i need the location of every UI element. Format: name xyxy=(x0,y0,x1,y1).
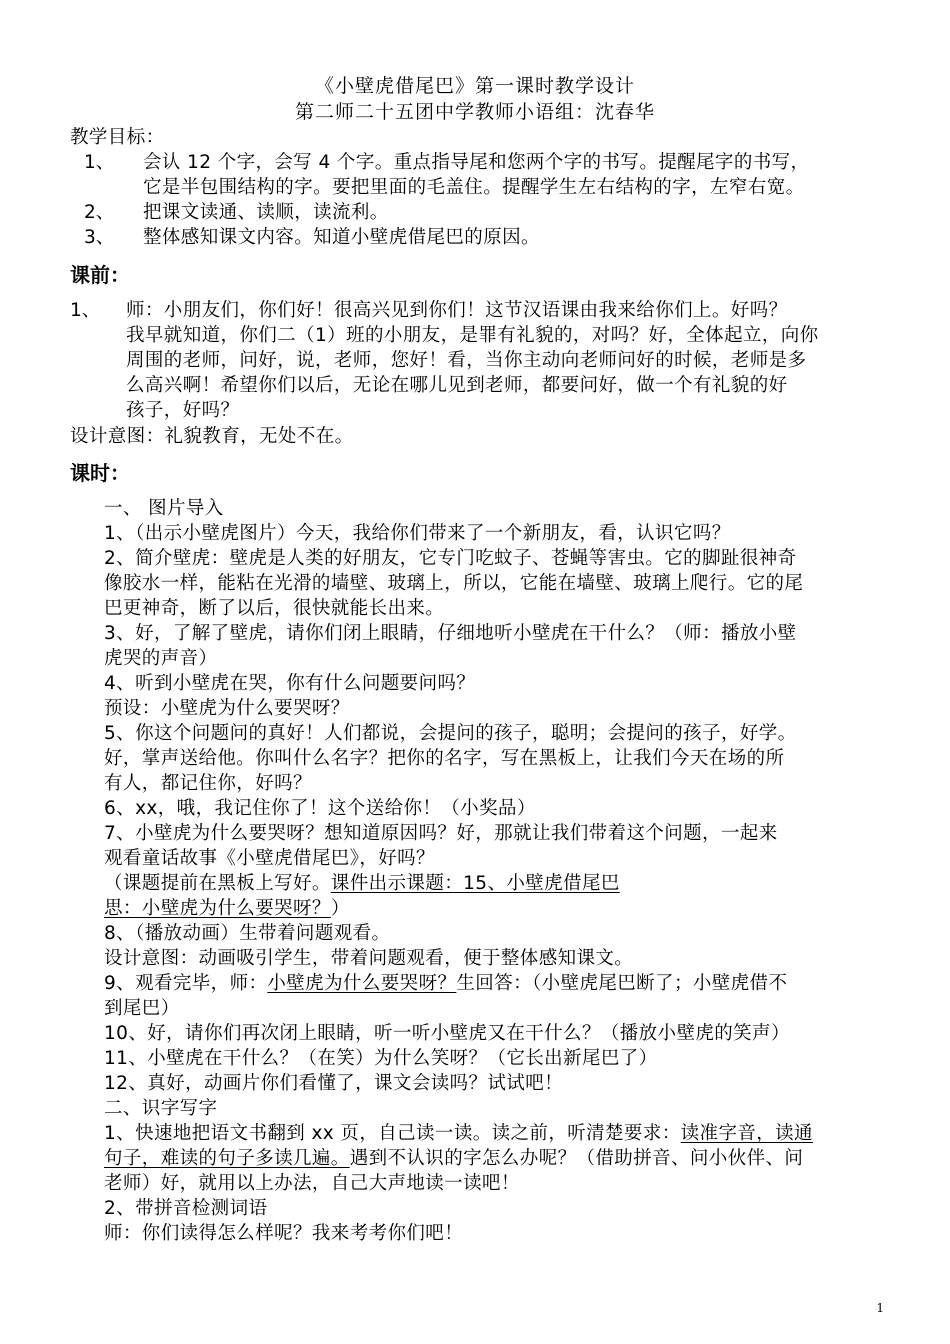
lesson-line xyxy=(104,872,620,896)
lesson-text: ） xyxy=(330,898,350,919)
lesson-line: 11、小壁虎在干什么？（在笑）为什么笑呀？（它长出新尾巴了） xyxy=(104,1048,658,1069)
lesson-line: 有人，都记住你，好吗？ xyxy=(104,773,312,794)
objective-number: 3、 xyxy=(84,227,115,248)
lesson-line: 1、（出示小壁虎图片）今天，我给你们带来了一个新朋友，看，认识它吗？ xyxy=(104,523,731,544)
lesson-line: 虎哭的声音） xyxy=(104,648,218,669)
lesson-line xyxy=(104,1147,803,1171)
underlined-text: 句子，难读的句子多读几遍。 xyxy=(104,1148,350,1169)
lesson-line xyxy=(104,1122,813,1146)
lesson-line: 好，掌声送给他。你叫什么名字？把你的名字，写在黑板上，让我们今天在场的所 xyxy=(104,748,785,769)
lesson-line: 老师）好，就用以上办法，自己大声地读一读吧！ xyxy=(104,1173,520,1194)
before-class-text: 我早就知道，你们二（1）班的小朋友，是罪有礼貌的，对吗？好，全体起立，向你 xyxy=(126,325,819,346)
lesson-line: 2、简介壁虎：壁虎是人类的好朋友，它专门吃蚊子、苍蝇等害虫。它的脚趾很神奇 xyxy=(104,548,797,569)
objectives-label: 教学目标： xyxy=(70,127,165,148)
underlined-text: 读准字音，读通 xyxy=(680,1123,813,1144)
lesson-line: 8、（播放动画）生带着问题观看。 xyxy=(104,923,391,944)
design-intent: 设计意图：动画吸引学生，带着问题观看，便于整体感知课文。 xyxy=(104,948,634,969)
lesson-line: 10、好，请你们再次闭上眼睛，听一听小壁虎又在干什么？（播放小壁虎的笑声） xyxy=(104,1023,790,1044)
lesson-text: 1、快速地把语文书翻到 xx 页，自己读一读。读之前，听清楚要求： xyxy=(104,1123,681,1144)
lesson-line: 12、真好，动画片你们看懂了，课文会读吗？试试吧！ xyxy=(104,1073,564,1094)
lesson-line: 预设：小壁虎为什么要哭呀？ xyxy=(104,698,350,719)
objective-text: 把课文读通、读顺，读流利。 xyxy=(143,202,389,223)
lesson-line: 像胶水一样，能粘在光滑的墙壁、玻璃上，所以，它能在墙壁、玻璃上爬行。它的尾 xyxy=(104,573,804,594)
lesson-line: 师：你们读得怎么样呢？我来考考你们吧！ xyxy=(104,1223,464,1244)
section-heading-lesson: 课时： xyxy=(70,461,130,485)
lesson-line: 二、识字写字 xyxy=(104,1098,218,1119)
underlined-text: 课件出示课题：15、小壁虎借尾巴 xyxy=(330,873,620,894)
objective-number: 2、 xyxy=(84,202,115,223)
lesson-line: 巴更神奇，断了以后，很快就能长出来。 xyxy=(104,598,445,619)
before-class-text: 孩子，好吗？ xyxy=(126,400,240,421)
lesson-text: 9、观看完毕，师： xyxy=(104,973,268,994)
lesson-text: （课题提前在黑板上写好。 xyxy=(104,873,331,894)
page-number: 1 xyxy=(876,1301,884,1315)
before-class-text: 师：小朋友们，你们好！很高兴见到你们！这节汉语课由我来给你们上。好吗？ xyxy=(126,300,788,321)
underlined-text: 小壁虎为什么要哭呀？ xyxy=(267,973,457,994)
lesson-line: 观看童话故事《小壁虎借尾巴》，好吗？ xyxy=(104,848,435,869)
lesson-line xyxy=(104,972,787,996)
objective-number: 1、 xyxy=(84,152,115,173)
before-class-number: 1、 xyxy=(70,300,101,321)
lesson-line: 4、听到小壁虎在哭，你有什么问题要问吗？ xyxy=(104,673,476,694)
underlined-text: 思：小壁虎为什么要哭呀？ xyxy=(104,898,331,919)
objective-text: 会认 12 个字，会写 4 个字。重点指导尾和您两个字的书写。提醒尾字的书写， xyxy=(143,152,810,173)
lesson-text: 遇到不认识的字怎么办呢？（借助拼音、问小伙伴、问 xyxy=(349,1148,804,1169)
lesson-line: 5、你这个问题问的真好！人们都说，会提问的孩子，聪明；会提问的孩子，好学。 xyxy=(104,723,797,744)
objective-text: 它是半包围结构的字。要把里面的毛盖住。提醒学生左右结构的字，左窄右宽。 xyxy=(143,177,805,198)
document-subtitle: 第二师二十五团中学教师小语组：沈春华 xyxy=(294,101,655,123)
lesson-text: 生回答：（小壁虎尾巴断了；小壁虎借不 xyxy=(456,973,788,994)
objective-text: 整体感知课文内容。知道小壁虎借尾巴的原因。 xyxy=(143,227,540,248)
lesson-line: 2、带拼音检测词语 xyxy=(104,1198,268,1219)
lesson-line: 7、小壁虎为什么要哭呀？想知道原因吗？好，那就让我们带着这个问题，一起来 xyxy=(104,823,778,844)
design-intent: 设计意图：礼貌教育，无处不在。 xyxy=(70,426,354,447)
document-title: 《小壁虎借尾巴》第一课时教学设计 xyxy=(314,75,635,97)
lesson-line: 3、好，了解了壁虎，请你们闭上眼睛，仔细地听小壁虎在干什么？（师：播放小壁 xyxy=(104,623,797,644)
lesson-line: 一、 图片导入 xyxy=(104,498,224,519)
lesson-line xyxy=(104,897,350,921)
lesson-line: 到尾巴） xyxy=(104,998,180,1019)
section-heading-before-class: 课前： xyxy=(70,263,130,287)
before-class-text: 么高兴啊！希望你们以后，无论在哪儿见到老师，都要问好，做一个有礼貌的好 xyxy=(126,375,788,396)
lesson-line: 6、xx，哦，我记住你了！这个送给你！（小奖品） xyxy=(104,798,536,819)
before-class-text: 周围的老师，问好，说，老师，您好！看，当你主动向老师问好的时候，老师是多 xyxy=(126,350,807,371)
